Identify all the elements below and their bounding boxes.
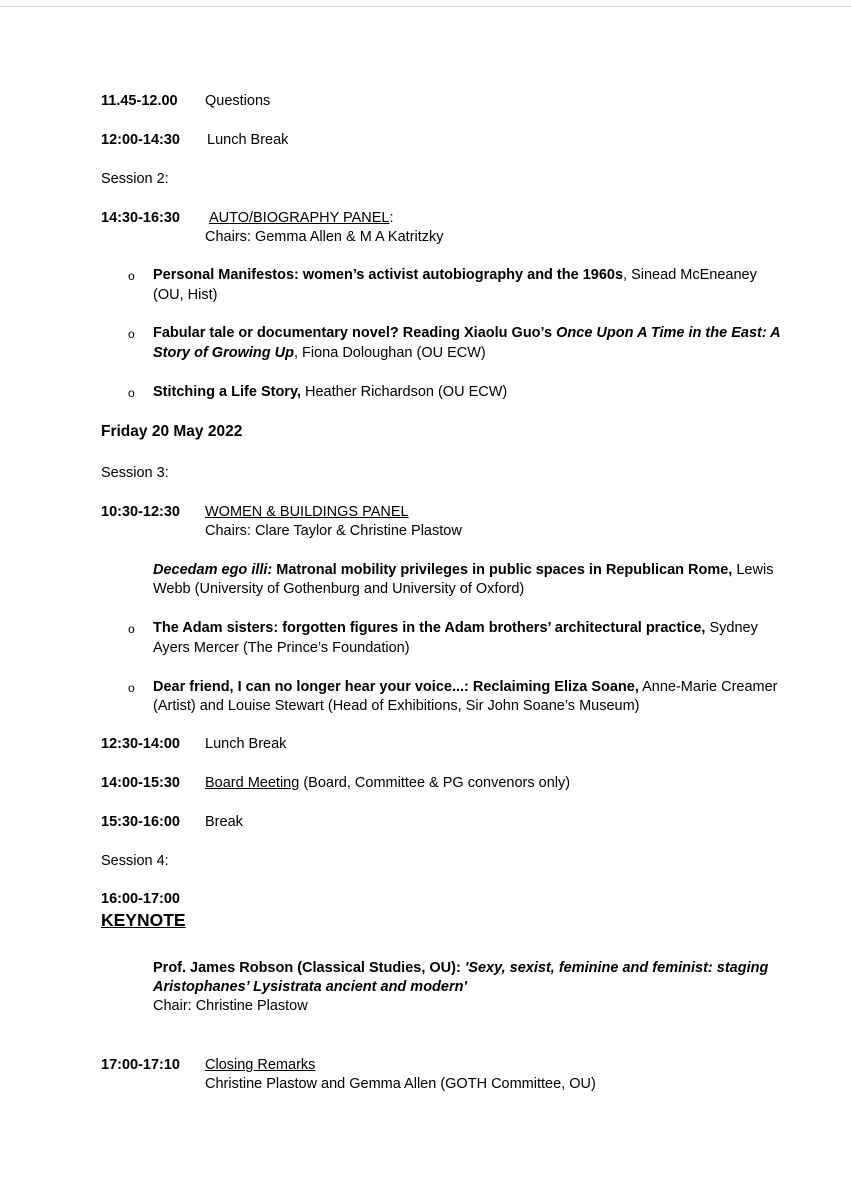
item-title: Fabular tale or documentary novel? Reading Xiaolu Guo’s	[153, 325, 557, 341]
closing-names: Christine Plastow and Gemma Allen (GOTH Committee, OU)	[205, 1076, 596, 1092]
keynote-title: 'Sexy, sexist, feminine and feminist: staging	[460, 960, 769, 976]
session-label: Session 4:	[101, 853, 169, 869]
bullet-icon: o	[128, 622, 135, 636]
time-slot: 12:00-14:30	[101, 132, 180, 148]
list-item	[153, 324, 781, 344]
slot-label: Break	[205, 814, 243, 830]
list-item	[153, 383, 507, 403]
item-author: Heather Richardson (OU ECW)	[300, 384, 508, 400]
item-author: , Fiona Doloughan (OU ECW)	[293, 345, 486, 361]
item-title: Stitching a Life Story,	[153, 384, 301, 400]
item-title: The Adam sisters: forgotten figures in the Adam brothers’ architectural practice,	[153, 620, 706, 636]
closing-title: Closing Remarks	[205, 1057, 316, 1073]
item-affiliation: (OU, Hist)	[153, 287, 218, 303]
intro-affiliation: Webb (University of Gothenburg and University of Oxford)	[153, 581, 525, 597]
panel-title: WOMEN & BUILDINGS PANEL	[205, 504, 409, 520]
panel-title-colon: :	[389, 210, 394, 226]
time-slot: 12:30-14:00	[101, 736, 180, 752]
item-title-italic: Story of Growing Up	[153, 345, 294, 361]
item-title: Personal Manifestos: women’s activist autobiography and the 1960s	[153, 267, 624, 283]
item-title: Dear friend, I can no longer hear your voice...: Reclaiming Eliza Soane,	[153, 679, 639, 695]
keynote-heading: KEYNOTE	[101, 910, 186, 930]
list-item	[153, 619, 758, 639]
session-label: Session 3:	[101, 465, 169, 481]
item-author: , Sinead McEneaney	[623, 267, 757, 283]
intro-paper	[153, 561, 773, 581]
keynote-speaker: Prof. James Robson (Classical Studies, OU):	[153, 960, 461, 976]
keynote-talk	[153, 959, 768, 979]
panel-title-text: AUTO/BIOGRAPHY PANEL	[209, 210, 390, 226]
session-label: Session 2:	[101, 171, 169, 187]
time-slot: 15:30-16:00	[101, 814, 180, 830]
list-item	[153, 678, 778, 698]
intro-title: Matronal mobility privileges in public spaces in Republican Rome,	[272, 562, 733, 578]
intro-author: Lewis	[732, 562, 774, 578]
keynote-title-line2: Aristophanes’ Lysistrata ancient and modern'	[153, 979, 467, 995]
list-item-line2	[153, 344, 486, 364]
panel-chairs: Chairs: Clare Taylor & Christine Plastow	[205, 523, 462, 539]
item-author: Sydney	[705, 620, 758, 636]
slot-label: Questions	[205, 93, 271, 109]
time-slot: 10:30-12:30	[101, 504, 180, 520]
list-item	[153, 266, 757, 286]
bullet-icon: o	[128, 327, 135, 341]
bullet-icon: o	[128, 386, 135, 400]
item-affiliation: (Artist) and Louise Stewart (Head of Exhibitions, Sir John Soane’s Museum)	[153, 698, 640, 714]
panel-chairs: Chairs: Gemma Allen & M A Katritzky	[205, 229, 444, 245]
board-meeting-note: (Board, Committee & PG convenors only)	[299, 775, 571, 791]
slot-label	[205, 774, 570, 794]
keynote-chair: Chair: Christine Plastow	[153, 998, 308, 1014]
time-slot: 14:30-16:30	[101, 210, 180, 226]
panel-title	[209, 209, 394, 229]
slot-label: Lunch Break	[205, 736, 287, 752]
bullet-icon: o	[128, 269, 135, 283]
item-affiliation: Ayers Mercer (The Prince’s Foundation)	[153, 640, 410, 656]
item-title-italic: Once Upon A Time in the East: A	[556, 325, 781, 341]
day-heading: Friday 20 May 2022	[101, 423, 243, 440]
bullet-icon: o	[128, 681, 135, 695]
time-slot: 17:00-17:10	[101, 1057, 180, 1073]
item-author: Anne-Marie Creamer	[638, 679, 778, 695]
time-slot: 11.45-12.00	[101, 93, 178, 109]
board-meeting-label: Board Meeting	[205, 775, 300, 791]
time-slot: 16:00-17:00	[101, 891, 180, 907]
slot-label: Lunch Break	[207, 132, 289, 148]
page-top-border	[0, 6, 851, 7]
intro-title-italic: Decedam ego illi:	[153, 562, 273, 578]
time-slot: 14:00-15:30	[101, 775, 180, 791]
